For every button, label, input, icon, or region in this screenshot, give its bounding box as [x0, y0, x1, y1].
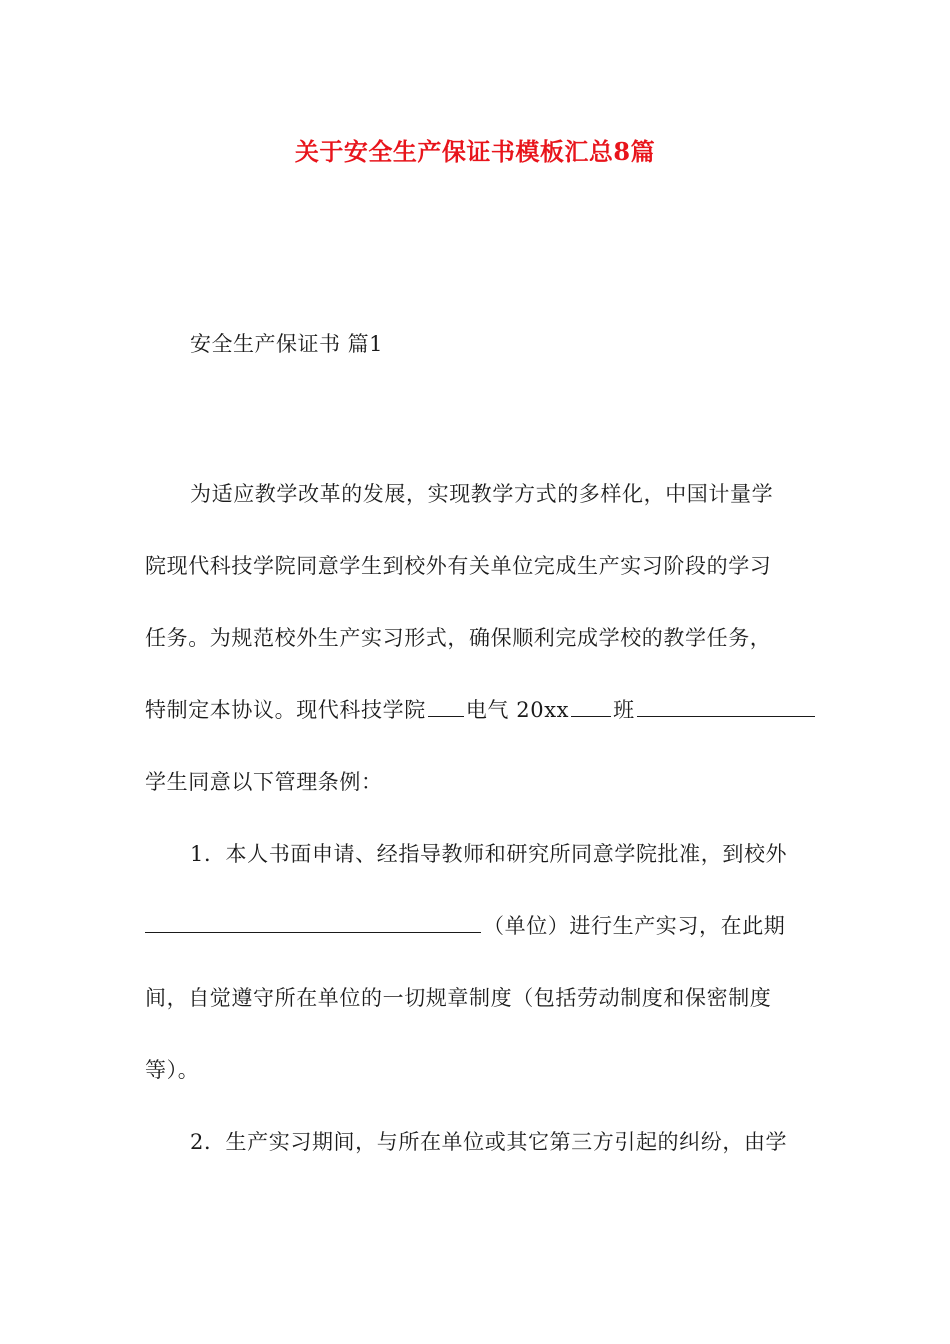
clause-line: 间，自觉遵守所在单位的一切规章制度（包括劳动制度和保密制度 [145, 986, 772, 1010]
clause-line [145, 910, 805, 940]
agreement-line [145, 694, 805, 724]
section-heading: 安全生产保证书 篇1 [190, 332, 384, 356]
agreement-text-class: 班 [613, 698, 635, 722]
blank-underline [428, 696, 464, 717]
clause-line: 等）。 [145, 1058, 200, 1082]
paragraph-line: 院现代科技学院同意学生到校外有关单位完成生产实习阶段的学习 [145, 554, 772, 578]
blank-underline [637, 696, 815, 717]
paragraph-line: 任务。为规范校外生产实习形式，确保顺利完成学校的教学任务， [145, 626, 772, 650]
clause-line: 2．生产实习期间，与所在单位或其它第三方引起的纠纷，由学 [190, 1130, 788, 1154]
document-title: 关于安全生产保证书模板汇总8篇 [294, 137, 656, 166]
agreement-text-school: 特制定本协议。现代科技学院 [145, 698, 426, 722]
paragraph-line: 学生同意以下管理条例： [145, 770, 383, 794]
blank-underline [571, 696, 611, 717]
blank-underline [145, 912, 481, 933]
clause-line: 1．本人书面申请、经指导教师和研究所同意学院批准，到校外 [190, 842, 788, 866]
agreement-text-major: 电气 20xx [465, 698, 570, 722]
paragraph-line: 为适应教学改革的发展，实现教学方式的多样化，中国计量学 [190, 482, 774, 506]
clause-unit-text: （单位）进行生产实习，在此期 [483, 914, 786, 938]
